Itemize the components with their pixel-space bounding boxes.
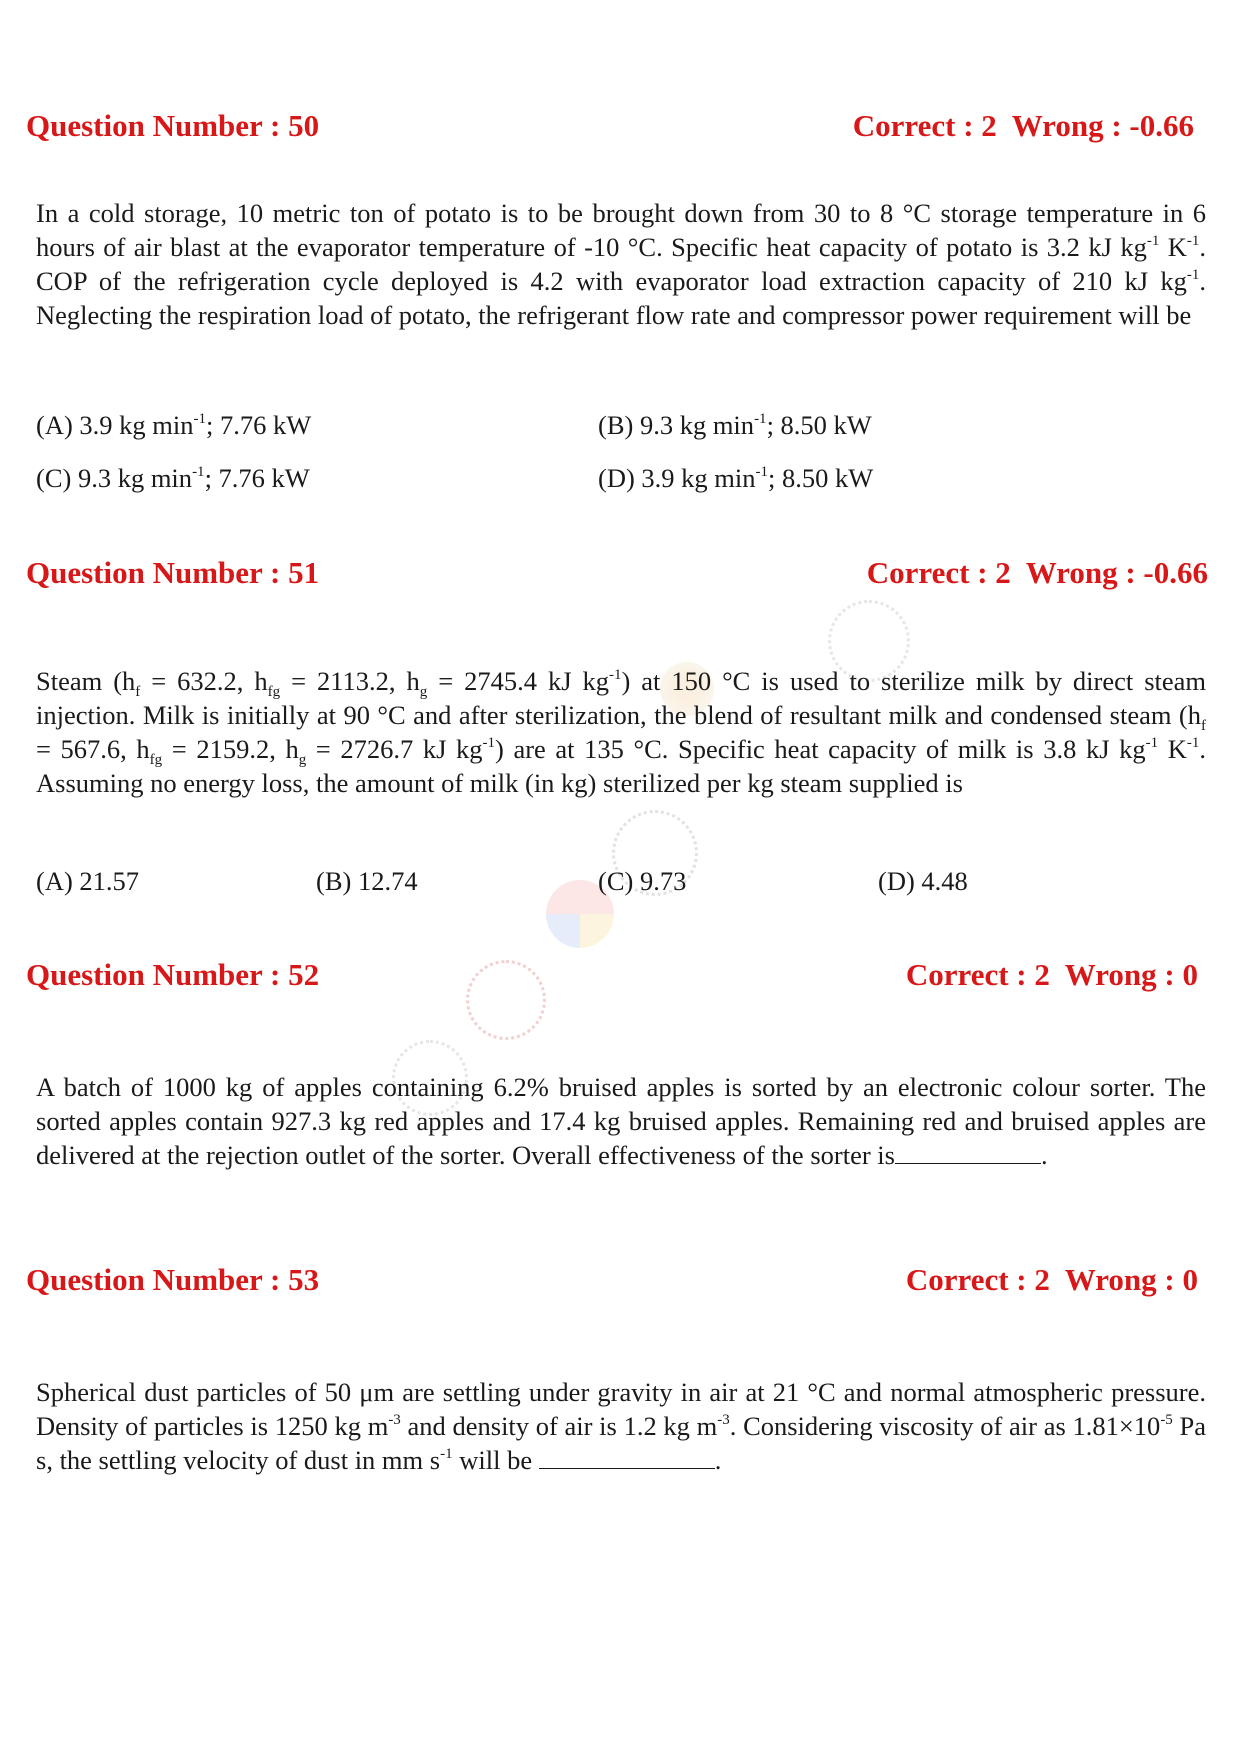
marks-info: Correct : 2 Wrong : -0.66 xyxy=(866,555,1208,590)
option-b: (B) 9.3 kg $\min^{-1}$; 8.50 kW xyxy=(598,410,872,440)
option-d: (D) 3.9 kg $\min^{-1}$; 8.50 kW xyxy=(598,463,874,493)
question-stem: A batch of 1000 kg of apples containing 6.2% bruised apples is sorted by an electronic colour sorter. The sorted apples contain 927.3 kg red apples and 17.4 kg bruised apples. Remaining red and bruised apples are delivered at the rejection outlet of the sorter. Overall effectiveness of the sorter is . xyxy=(36,1072,1206,1170)
option-a: (A) 3.9 kg $\min^{-1}$; 7.76 kW xyxy=(36,410,312,440)
option-c: (C) 9.3 kg $\min^{-1}$; 7.76 kW xyxy=(36,463,310,493)
marks-info: Correct : 2 Wrong : 0 xyxy=(905,1262,1198,1297)
marks-info: Correct : 2 Wrong : 0 xyxy=(905,957,1198,992)
question-number: Question Number : 51 xyxy=(26,555,320,590)
question-stem: In a cold storage, 10 metric ton of potato is to be brought down from 30 to 8 °C storage temperature in 6 hours of air blast at the evaporator temperature of -10 °C. Specific heat capacity of potato is 3.2 kJ $kg^{-1}$ $K^{-1}$. COP of the refrigeration cycle deployed is 4.2 with evaporator load extraction capacity of 210 kJ $kg^{-1}$. Neglecting the respiration load of potato, the refrigerant flow rate and compressor power requirement will be xyxy=(36,198,1207,330)
question-number: Question Number : 50 xyxy=(26,108,320,143)
question-header xyxy=(26,555,1208,599)
question-header xyxy=(26,957,1204,1001)
option-a: (A) 21.57 xyxy=(36,866,140,896)
question-header xyxy=(26,108,1204,152)
question-stem: Spherical dust particles of 50 μm are settling under gravity in air at 21 °C and normal atmospheric pressure. Density of particles is 1250 kg $m^{-3}$ and density of air is 1.2 kg $m^{-3}$. Considering viscosity of air as $1.81\times 10^{-5}$ Pa s, the settling velocity of dust in mm $s^{-1}$ will be . xyxy=(36,1377,1207,1475)
answer-blank xyxy=(895,1139,1041,1164)
question-header xyxy=(26,1262,1204,1306)
option-b: (B) 12.74 xyxy=(316,866,418,896)
option-c: (C) 9.73 xyxy=(598,866,687,896)
option-d: (D) 4.48 xyxy=(878,866,968,896)
question-number: Question Number : 52 xyxy=(26,957,320,992)
question-number: Question Number : 53 xyxy=(26,1262,320,1297)
marks-info: Correct : 2 Wrong : -0.66 xyxy=(852,108,1194,143)
question-stem: Steam ($h_f = 632.2$, $h_{fg} = 2113.2$, $h_g = 2745.4$ kJ $kg^{-1}$) at 150 °C is used to sterilize milk by direct steam injection. Milk is initially at 90 °C and after sterilization, the blend of resultant milk and condensed steam ($h_f = 567.6$, $h_{fg} = 2159.2$, $h_g = 2726.7$ kJ $kg^{-1}$) are at 135 °C. Specific heat capacity of milk is 3.8 kJ $kg^{-1}$ $K^{-1}$. Assuming no energy loss, the amount of milk (in kg) sterilized per kg steam supplied is xyxy=(36,666,1207,798)
answer-blank xyxy=(539,1444,715,1469)
